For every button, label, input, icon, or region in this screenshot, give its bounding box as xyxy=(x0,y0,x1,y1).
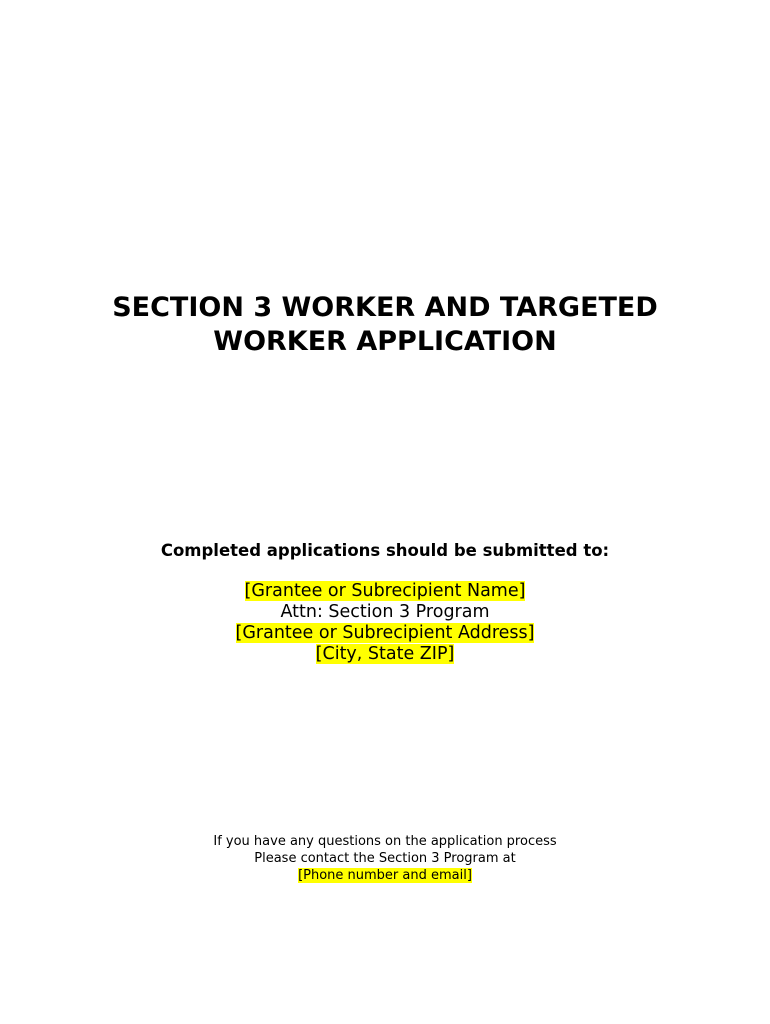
contact-note-line-2: Please contact the Section 3 Program at xyxy=(254,851,516,866)
contact-note-line-1: If you have any questions on the application process xyxy=(213,834,557,849)
contact-note xyxy=(0,833,770,884)
attn-line: Attn: Section 3 Program xyxy=(280,602,490,622)
city-state-zip-placeholder: [City, State ZIP] xyxy=(315,644,455,664)
submission-address xyxy=(0,581,770,665)
title-line-2: WORKER APPLICATION xyxy=(213,326,557,357)
grantee-name-placeholder: [Grantee or Subrecipient Name] xyxy=(244,581,526,601)
grantee-address-placeholder: [Grantee or Subrecipient Address] xyxy=(235,623,535,643)
title-line-1: SECTION 3 WORKER AND TARGETED xyxy=(112,292,658,323)
document-title xyxy=(0,291,770,359)
contact-info-placeholder: [Phone number and email] xyxy=(298,868,472,883)
submission-heading: Completed applications should be submitted to: xyxy=(160,541,610,560)
